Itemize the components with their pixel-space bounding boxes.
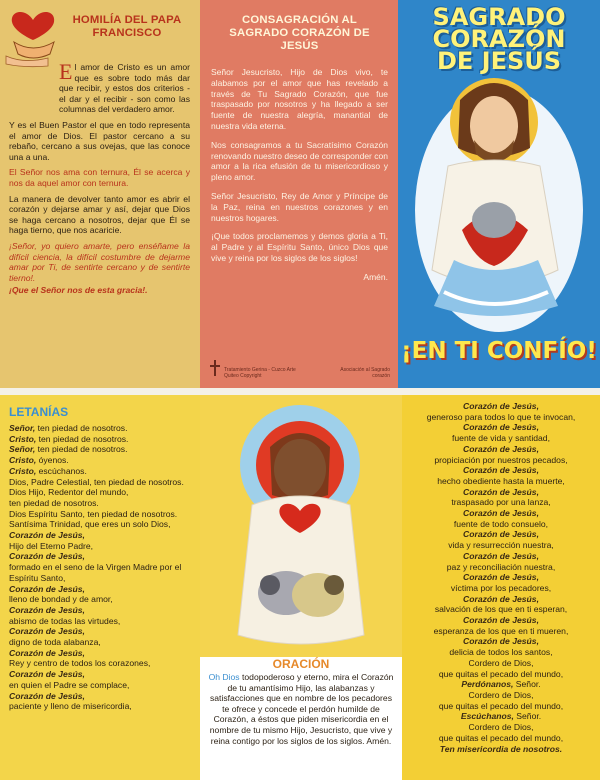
invocation: Corazón de Jesús, xyxy=(9,626,85,637)
litany-line xyxy=(410,551,592,562)
litany-line xyxy=(9,669,192,680)
invocation: Corazón de Jesús, xyxy=(463,486,539,497)
cover-title: SAGRADO CORAZÓN DE JESÚS xyxy=(432,3,566,75)
invocation: Ten misericordia de nosotros. xyxy=(439,743,563,754)
response: que quitas el pecado del mundo, xyxy=(438,668,564,679)
response: formado en el seno de la Virgen Madre por el Espíritu Santo, xyxy=(9,562,182,583)
invocation: Perdónanos, xyxy=(461,679,514,690)
litany-line xyxy=(9,658,192,669)
prayer-title: ORACIÓN xyxy=(272,657,330,671)
litany-line xyxy=(410,711,592,722)
invocation: Corazón de Jesús, xyxy=(463,529,539,540)
litany-line xyxy=(9,541,192,552)
invocation: Cristo, xyxy=(9,433,37,444)
invocation: Corazón de Jesús, xyxy=(463,401,539,411)
homily-paragraph-5: ¡Señor, yo quiero amarte, pero enséñame la difícil ciencia, la difícil costumbre de dejarme amar por Ti, de sentirte cercano y de sentirte tierno!. xyxy=(9,240,190,283)
litany-list-1 xyxy=(9,423,192,712)
fold-divider xyxy=(0,388,600,395)
response: ten piedad de nosotros. xyxy=(36,433,129,444)
cover-panel xyxy=(398,0,600,388)
response: propiciación por nuestros pecados, xyxy=(434,454,568,465)
response: Señor. xyxy=(513,679,541,690)
invocation: Corazón de Jesús, xyxy=(463,572,539,583)
consecration-paragraph-2: Nos consagramos a tu Sacratísimo Corazón renovando nuestro deseo de corresponder con amor a la rica efusión de tu misericordioso y pleno amor. xyxy=(211,139,388,183)
consecration-paragraph-3: Señor Jesucristo, Rey de Amor y Príncipe de la Paz, reina en nuestros corazones y en nuestros hogares. xyxy=(211,190,388,223)
litany-line xyxy=(9,444,192,455)
litany-line xyxy=(9,423,192,434)
litany-line xyxy=(9,616,192,627)
prayer-lead: Oh Dios xyxy=(208,672,240,682)
litany-line xyxy=(410,594,592,605)
litany-line xyxy=(410,497,592,508)
consecration-paragraph-4: ¡Que todos proclamemos y demos gloria a Ti, al Padre y al Espíritu Santo, único Dios que vive y reina por los siglos de los siglos! xyxy=(211,231,388,263)
litany-line xyxy=(410,701,592,712)
response: ten piedad de nosotros. xyxy=(35,423,128,433)
consecration-panel xyxy=(200,0,398,388)
homily-paragraph-4: La manera de devolver tanto amor es abrir el corazón y dejarse amar y así, dejar que Dios se haga cercano a nosotros, dejar que Él se haga tierno, que nos acaricie. xyxy=(9,193,190,236)
homily-paragraph-3: El Señor nos ama con ternura, Él se acerca y nos da aquel amor con ternura. xyxy=(9,167,190,188)
invocation: Corazón de Jesús, xyxy=(9,669,85,680)
response: fuente de todo consuelo, xyxy=(453,518,549,529)
litany-continued-panel xyxy=(402,395,600,780)
response: Hijo del Eterno Padre, xyxy=(9,540,94,551)
invocation: Corazón de Jesús, xyxy=(463,615,539,626)
response: que quitas el pecado del mundo, xyxy=(438,732,564,743)
litany-line xyxy=(9,455,192,466)
litany-line xyxy=(410,465,592,476)
invocation: Corazón de Jesús, xyxy=(463,508,539,519)
litany-line xyxy=(410,401,592,412)
litany-line xyxy=(410,722,592,733)
litany-line xyxy=(9,626,192,637)
response: Cordero de Dios, xyxy=(468,722,534,733)
response: delicia de todos los santos, xyxy=(449,647,553,658)
litany-title: LETANÍAS xyxy=(9,405,69,419)
response: ten piedad de nosotros. xyxy=(9,497,99,508)
litany-line xyxy=(410,583,592,594)
litany-line xyxy=(9,680,192,691)
response: Cordero de Dios, xyxy=(468,689,534,700)
response: generoso para todos lo que te invocan, xyxy=(426,411,576,422)
litany-line xyxy=(9,691,192,702)
response: Dios Espíritu Santo, ten piedad de nosotros. xyxy=(9,508,178,519)
litany-line xyxy=(410,540,592,551)
litany-line xyxy=(410,422,592,433)
invocation: Señor, xyxy=(9,444,36,455)
prayer-illustration xyxy=(200,395,402,657)
response: óyenos. xyxy=(36,455,69,466)
invocation: Corazón de Jesús, xyxy=(9,530,85,541)
invocation: Corazón de Jesús, xyxy=(463,443,539,454)
litany-line xyxy=(410,444,592,455)
invocation: Corazón de Jesús, xyxy=(9,647,85,658)
litany-line xyxy=(410,529,592,540)
homily-lead-letter: E xyxy=(59,59,73,84)
litany-line xyxy=(9,594,192,605)
response: Cordero de Dios, xyxy=(468,657,534,668)
association-note: Asociación al Sagrado corazón xyxy=(340,367,390,379)
litany-line xyxy=(410,476,592,487)
invocation: Corazón de Jesús, xyxy=(463,422,539,433)
invocation: Corazón de Jesús, xyxy=(9,583,85,594)
litany-line xyxy=(410,679,592,690)
response: ten piedad de nosotros. xyxy=(35,444,128,455)
litany-line xyxy=(9,637,192,648)
homily-panel xyxy=(0,0,200,388)
response: digno de toda alabanza, xyxy=(9,637,101,648)
invocation: Corazón de Jesús, xyxy=(463,550,539,561)
litany-line xyxy=(410,669,592,680)
litany-line xyxy=(410,744,592,755)
litany-line xyxy=(9,551,192,562)
publisher-note: Tratamiento Gerina - Cuzco Arte Quiteo Copyright xyxy=(224,367,296,379)
response: Santísima Trinidad, que eres un solo Dios, xyxy=(9,519,171,530)
homily-title: HOMILÍA DEL PAPA FRANCISCO xyxy=(72,14,182,39)
litany-line xyxy=(410,519,592,530)
litany-line xyxy=(9,509,192,520)
response: Señor. xyxy=(513,711,542,722)
response: hecho obediente hasta la muerte, xyxy=(437,475,565,486)
homily-paragraph-1: El amor de Cristo es un amor que es sobre todo más dar que recibir, y estos dos criterios - el dar y el recibir - son como las columnas del verdadero amor. xyxy=(59,59,190,115)
sacred-heart-jesus-illustration xyxy=(408,70,590,332)
litany-line xyxy=(410,733,592,744)
litany-line xyxy=(410,690,592,701)
consecration-amen: Amén. xyxy=(363,271,388,282)
invocation: Corazón de Jesús, xyxy=(9,551,85,562)
litany-line xyxy=(410,508,592,519)
homily-paragraph-2: Y es el Buen Pastor el que en todo representa el amor de Dios. El pastor cercano a su rebaño, cercano a sus ovejas, que las conoce una a una. xyxy=(9,119,190,162)
response: lleno de bondad y de amor, xyxy=(9,594,113,605)
litany-line xyxy=(9,487,192,498)
litany-line xyxy=(9,562,192,583)
response: abismo de todas las virtudes, xyxy=(9,615,121,626)
response: escúchanos. xyxy=(36,465,87,476)
invocation: Cristo, xyxy=(9,465,37,476)
response: fuente de vida y santidad, xyxy=(452,433,550,444)
consecration-paragraph-1: Señor Jesucristo, Hijo de Dios vivo, te alabamos por el amor que has revelado a través de Tu Sagrado Corazón, que fue traspasado por nosotros y ha llegado a ser fuente de nuestra alegría, manantial de nuestra vida eterna. xyxy=(211,67,388,131)
litany-line xyxy=(410,455,592,466)
litany-line xyxy=(9,519,192,530)
litany-line xyxy=(410,647,592,658)
prayer-panel xyxy=(200,395,402,780)
invocation: Cristo, xyxy=(9,455,37,466)
litany-line xyxy=(410,487,592,498)
homily-paragraph-6: ¡Que el Señor nos de esta gracia!. xyxy=(9,285,148,296)
response: que quitas el pecado del mundo, xyxy=(438,700,564,711)
response: Dios Hijo, Redentor del mundo, xyxy=(9,487,129,498)
response: salvación de los que en ti esperan, xyxy=(434,604,568,615)
cross-logo-icon xyxy=(210,360,220,376)
invocation: Corazón de Jesús, xyxy=(463,465,539,476)
cover-call-to-action: ¡EN TI CONFÍO! xyxy=(401,338,597,364)
response: traspasado por una lanza, xyxy=(451,497,551,508)
litany-line xyxy=(410,604,592,615)
litany-line xyxy=(9,648,192,659)
litany-panel xyxy=(0,395,200,780)
litany-line xyxy=(410,433,592,444)
heart-bowl-illustration xyxy=(4,6,62,68)
litany-line xyxy=(410,562,592,573)
jesus-with-lambs-illustration xyxy=(200,395,402,657)
invocation: Corazón de Jesús, xyxy=(463,636,539,647)
response: en quien el Padre se complace, xyxy=(9,679,130,690)
litany-line xyxy=(410,636,592,647)
litany-line xyxy=(9,466,192,477)
response: paz y reconciliación nuestra, xyxy=(446,561,556,572)
litany-line xyxy=(9,477,192,488)
litany-line xyxy=(9,498,192,509)
response: víctima por los pecadores, xyxy=(450,582,552,593)
litany-line xyxy=(410,615,592,626)
response: Rey y centro de todos los corazones, xyxy=(9,658,151,669)
invocation: Escúchanos, xyxy=(460,711,514,722)
litany-list-2 xyxy=(410,401,592,754)
litany-line xyxy=(410,626,592,637)
litany-line xyxy=(9,701,192,712)
consecration-title: CONSAGRACIÓN AL SAGRADO CORAZÓN DE JESÚS xyxy=(229,14,370,52)
invocation: Señor, xyxy=(9,423,36,433)
response: Dios, Padre Celestial, ten piedad de nosotros. xyxy=(9,476,184,487)
litany-line xyxy=(9,584,192,595)
response: paciente y lleno de misericordia, xyxy=(9,701,132,712)
litany-line xyxy=(9,434,192,445)
invocation: Corazón de Jesús, xyxy=(9,604,85,615)
invocation: Corazón de Jesús, xyxy=(9,690,85,701)
prayer-text: Oh Dios todopoderoso y eterno, mira el Corazón de tu amantísimo Hijo, las alabanzas y satisfacciones que en nombre de los pecadores te ofrece y concede el perdón humilde de Corazón, a éstos que piden misericordia en el nombre de tu mismo Hijo, Jesucristo, que vive y reina contigo por los siglos de los siglos. Amén. xyxy=(208,672,394,746)
litany-line xyxy=(410,572,592,583)
response: vida y resurrección nuestra, xyxy=(448,540,554,551)
response: esperanza de los que en ti mueren, xyxy=(433,625,569,636)
litany-line xyxy=(9,530,192,541)
litany-line xyxy=(410,412,592,423)
litany-line xyxy=(9,605,192,616)
invocation: Corazón de Jesús, xyxy=(463,593,539,604)
litany-line xyxy=(410,658,592,669)
